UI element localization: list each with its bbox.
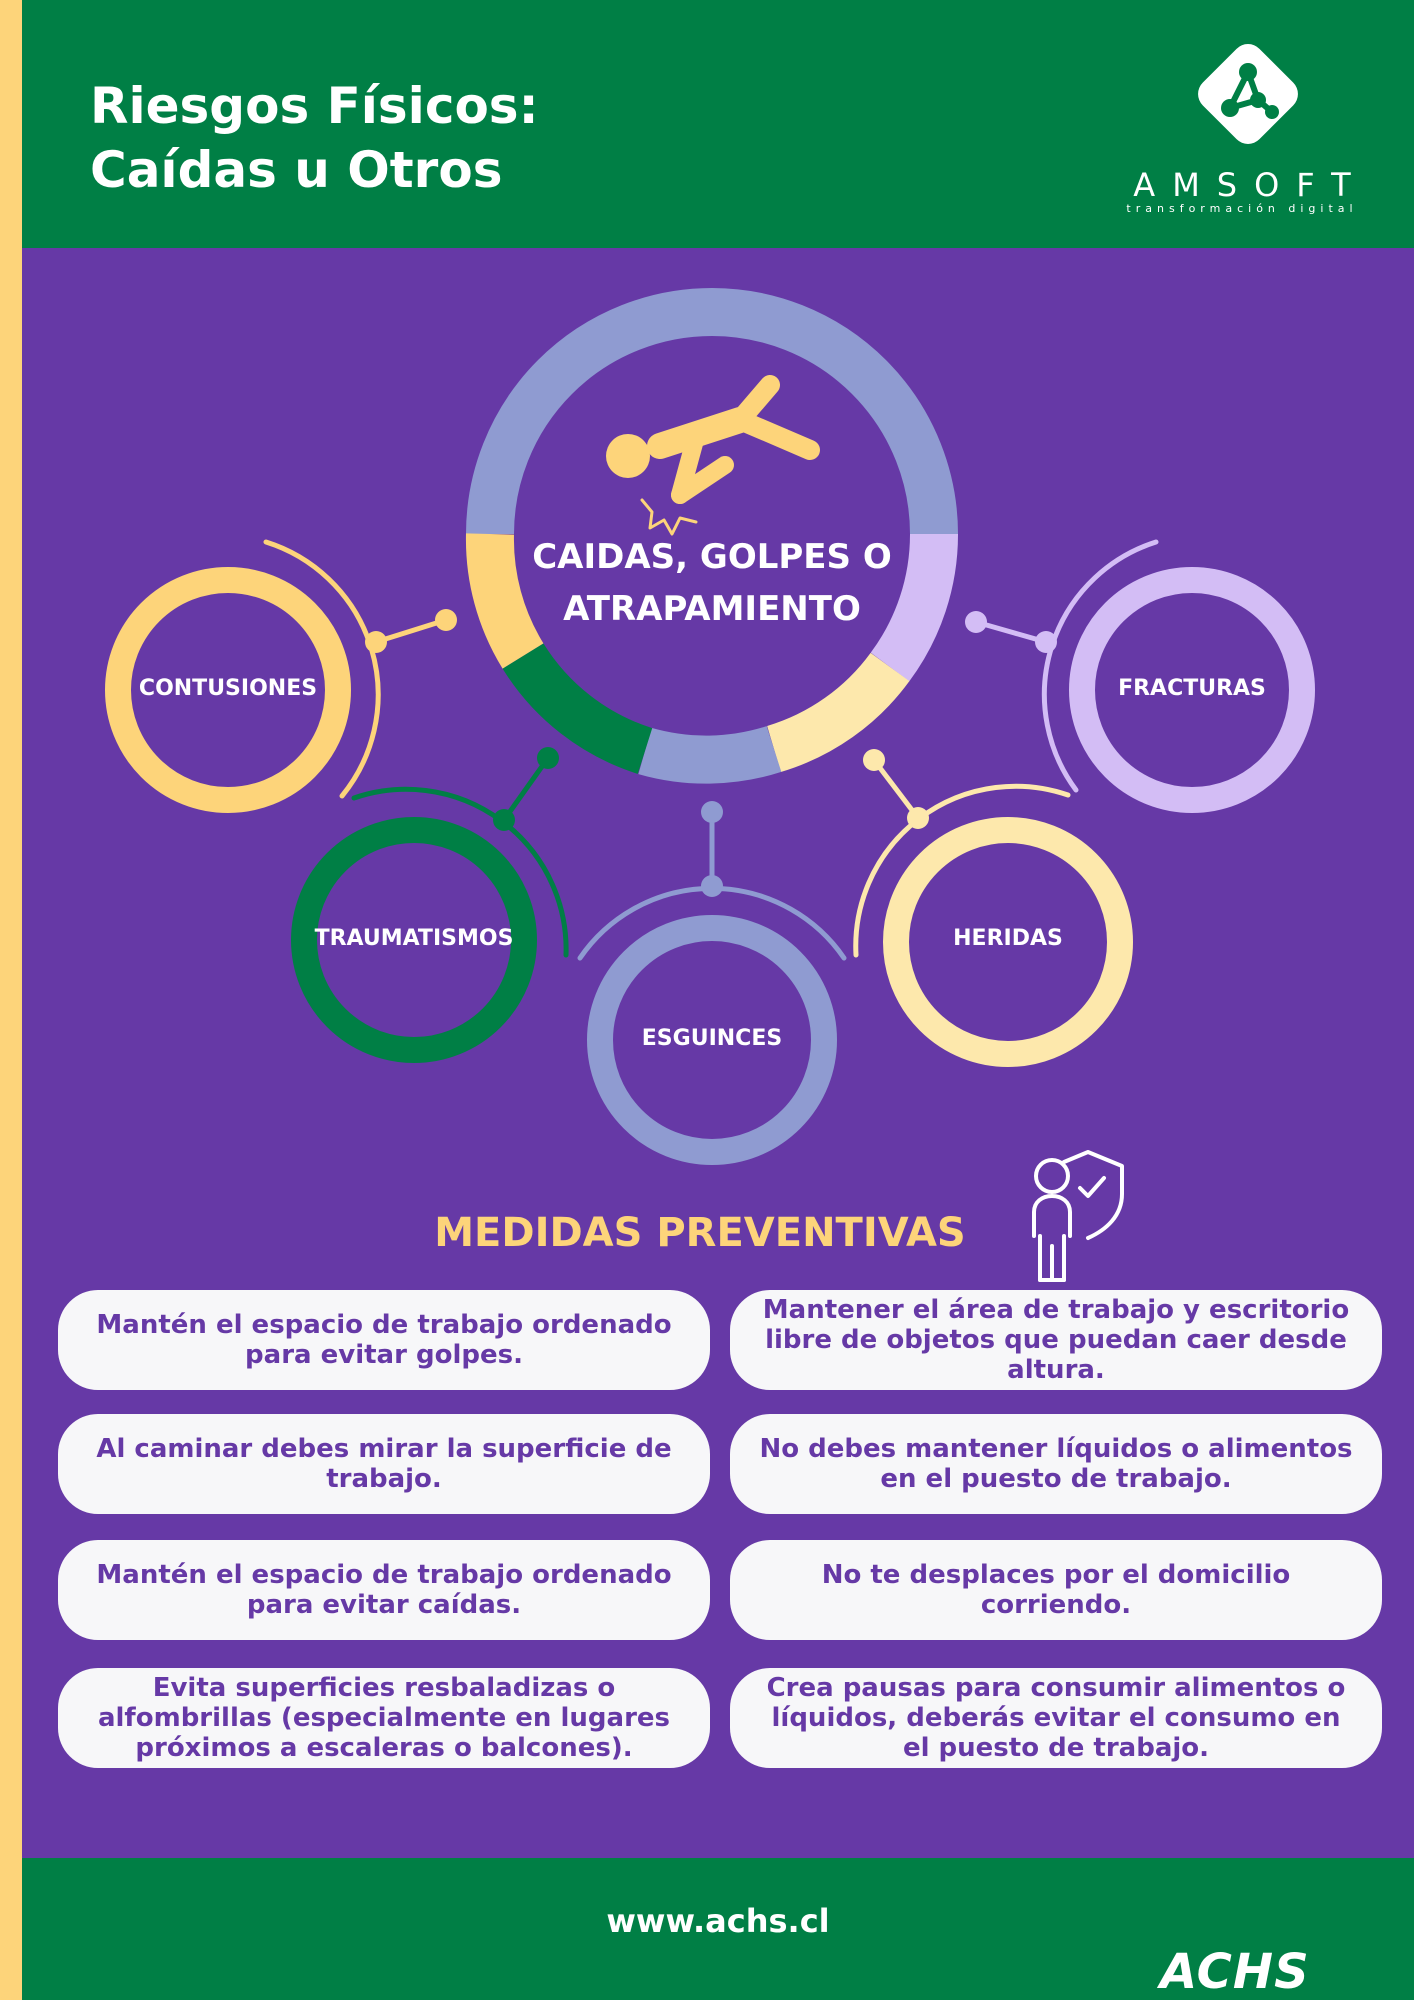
measure-card: Evita superficies resbaladizas o alfombrillas (especialmente en lugares próximos a escaleras o balcones). bbox=[58, 1668, 710, 1768]
measure-card: Mantener el área de trabajo y escritorio libre de objetos que puedan caer desde altura. bbox=[730, 1290, 1382, 1390]
measure-card: No debes mantener líquidos o alimentos en el puesto de trabajo. bbox=[730, 1414, 1382, 1514]
preventive-title: MEDIDAS PREVENTIVAS bbox=[434, 1210, 966, 1256]
logo-tagline: transformación digital bbox=[1126, 202, 1358, 215]
website-link[interactable]: www.achs.cl bbox=[606, 1902, 830, 1940]
consequence-traumatismos: TRAUMATISMOS bbox=[314, 926, 514, 951]
measure-card: Mantén el espacio de trabajo ordenado para evitar caídas. bbox=[58, 1540, 710, 1640]
measure-card: No te desplaces por el domicilio corriendo. bbox=[730, 1540, 1382, 1640]
consequence-heridas: HERIDAS bbox=[953, 926, 1063, 951]
measure-card: Al caminar debes mirar la superficie de trabajo. bbox=[58, 1414, 710, 1514]
measure-card: Crea pausas para consumir alimentos o líquidos, deberás evitar el consumo en el puesto de trabajo. bbox=[730, 1668, 1382, 1768]
center-line-1: CAIDAS, GOLPES O bbox=[532, 537, 892, 577]
consequence-contusiones: CONTUSIONES bbox=[138, 676, 318, 701]
consequence-esguinces: ESGUINCES bbox=[641, 1026, 783, 1051]
consequence-diagram bbox=[0, 248, 1414, 1188]
measure-card: Mantén el espacio de trabajo ordenado para evitar golpes. bbox=[58, 1290, 710, 1390]
page-title bbox=[90, 74, 539, 202]
person-shield-check-icon bbox=[1022, 1150, 1128, 1286]
logo-name: AMSOFT bbox=[1133, 166, 1368, 204]
achs-logo: ACHS bbox=[1160, 1944, 1310, 2000]
falling-person-icon bbox=[606, 385, 810, 534]
title-line-2: Caídas u Otros bbox=[90, 141, 503, 199]
title-line-1: Riesgos Físicos: bbox=[90, 77, 539, 135]
center-hazard-label bbox=[512, 531, 912, 635]
consequence-fracturas: FRACTURAS bbox=[1118, 676, 1266, 701]
network-nodes-icon bbox=[1192, 38, 1304, 150]
center-line-2: ATRAPAMIENTO bbox=[563, 589, 861, 629]
header bbox=[22, 0, 1414, 248]
footer bbox=[22, 1858, 1414, 2000]
